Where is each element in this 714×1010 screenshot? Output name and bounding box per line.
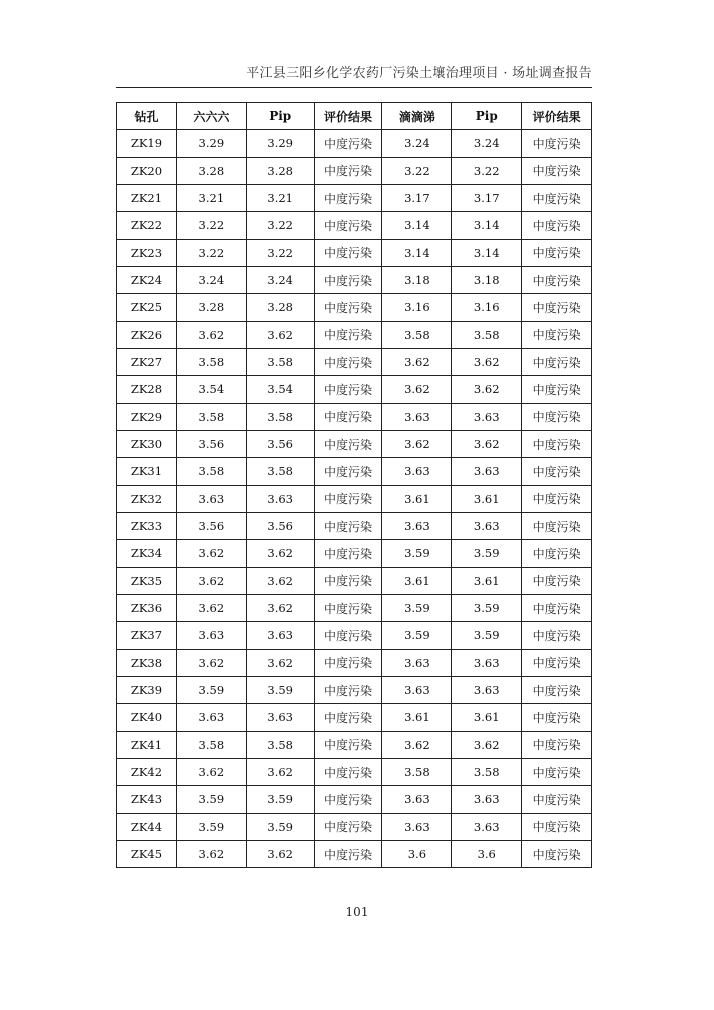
ddt-value: 3.63 — [382, 403, 452, 430]
borehole-id: ZK41 — [117, 731, 177, 758]
pip-ddt-value: 3.16 — [452, 294, 522, 321]
ddt-result: 中度污染 — [522, 758, 592, 785]
ddt-result: 中度污染 — [522, 403, 592, 430]
table-row — [117, 157, 592, 184]
ddt-result: 中度污染 — [522, 840, 592, 867]
ddt-value: 3.61 — [382, 485, 452, 512]
pip-ddt-value: 3.63 — [452, 458, 522, 485]
ddt-value: 3.59 — [382, 540, 452, 567]
hch-value: 3.59 — [176, 813, 246, 840]
pip-ddt-value: 3.61 — [452, 485, 522, 512]
pip-hch-value: 3.62 — [246, 649, 314, 676]
pip-ddt-value: 3.62 — [452, 348, 522, 375]
pip-hch-value: 3.63 — [246, 485, 314, 512]
ddt-result: 中度污染 — [522, 130, 592, 157]
ddt-result: 中度污染 — [522, 704, 592, 731]
borehole-id: ZK29 — [117, 403, 177, 430]
borehole-id: ZK25 — [117, 294, 177, 321]
ddt-value: 3.14 — [382, 212, 452, 239]
pip-ddt-value: 3.63 — [452, 649, 522, 676]
table-row — [117, 458, 592, 485]
borehole-id: ZK37 — [117, 622, 177, 649]
ddt-value: 3.14 — [382, 239, 452, 266]
borehole-id: ZK40 — [117, 704, 177, 731]
hch-result: 中度污染 — [314, 403, 382, 430]
pip-hch-value: 3.21 — [246, 184, 314, 211]
borehole-id: ZK35 — [117, 567, 177, 594]
hch-result: 中度污染 — [314, 758, 382, 785]
running-header: 平江县三阳乡化学农药厂污染土壤治理项目 · 场址调查报告 — [246, 66, 592, 81]
table-row — [117, 704, 592, 731]
ddt-result: 中度污染 — [522, 430, 592, 457]
hch-result: 中度污染 — [314, 130, 382, 157]
hch-result: 中度污染 — [314, 430, 382, 457]
borehole-id: ZK24 — [117, 266, 177, 293]
table-row — [117, 512, 592, 539]
pip-hch-value: 3.56 — [246, 430, 314, 457]
hch-result: 中度污染 — [314, 376, 382, 403]
hch-result: 中度污染 — [314, 813, 382, 840]
hch-result: 中度污染 — [314, 567, 382, 594]
ddt-value: 3.16 — [382, 294, 452, 321]
hch-value: 3.62 — [176, 567, 246, 594]
ddt-result: 中度污染 — [522, 567, 592, 594]
hch-result: 中度污染 — [314, 676, 382, 703]
ddt-value: 3.62 — [382, 376, 452, 403]
table-row — [117, 266, 592, 293]
hch-value: 3.28 — [176, 157, 246, 184]
borehole-id: ZK38 — [117, 649, 177, 676]
pip-hch-value: 3.62 — [246, 758, 314, 785]
ddt-value: 3.63 — [382, 813, 452, 840]
table-row — [117, 567, 592, 594]
ddt-result: 中度污染 — [522, 376, 592, 403]
pip-hch-value: 3.59 — [246, 813, 314, 840]
table-row — [117, 403, 592, 430]
hch-result: 中度污染 — [314, 157, 382, 184]
pip-hch-value: 3.62 — [246, 321, 314, 348]
pip-ddt-value: 3.59 — [452, 622, 522, 649]
table-row — [117, 622, 592, 649]
pip-ddt-value: 3.14 — [452, 212, 522, 239]
ddt-result: 中度污染 — [522, 649, 592, 676]
borehole-id: ZK20 — [117, 157, 177, 184]
ddt-value: 3.62 — [382, 430, 452, 457]
pip-ddt-value: 3.18 — [452, 266, 522, 293]
hch-result: 中度污染 — [314, 458, 382, 485]
pip-hch-value: 3.59 — [246, 676, 314, 703]
pip-ddt-value: 3.22 — [452, 157, 522, 184]
table-row — [117, 130, 592, 157]
pip-hch-value: 3.56 — [246, 512, 314, 539]
ddt-result: 中度污染 — [522, 512, 592, 539]
table-row — [117, 321, 592, 348]
col-header-borehole: 钻孔 — [117, 103, 177, 130]
table-row — [117, 840, 592, 867]
pip-hch-value: 3.62 — [246, 567, 314, 594]
borehole-id: ZK42 — [117, 758, 177, 785]
ddt-value: 3.61 — [382, 704, 452, 731]
borehole-id: ZK26 — [117, 321, 177, 348]
table-row — [117, 485, 592, 512]
hch-value: 3.58 — [176, 403, 246, 430]
pip-ddt-value: 3.63 — [452, 813, 522, 840]
pip-ddt-value: 3.63 — [452, 512, 522, 539]
hch-result: 中度污染 — [314, 184, 382, 211]
ddt-value: 3.58 — [382, 321, 452, 348]
ddt-result: 中度污染 — [522, 594, 592, 621]
borehole-id: ZK28 — [117, 376, 177, 403]
ddt-result: 中度污染 — [522, 294, 592, 321]
ddt-result: 中度污染 — [522, 348, 592, 375]
table-row — [117, 676, 592, 703]
table-row — [117, 348, 592, 375]
hch-result: 中度污染 — [314, 512, 382, 539]
ddt-value: 3.6 — [382, 840, 452, 867]
pip-ddt-value: 3.24 — [452, 130, 522, 157]
ddt-result: 中度污染 — [522, 266, 592, 293]
hch-value: 3.54 — [176, 376, 246, 403]
hch-value: 3.62 — [176, 840, 246, 867]
pip-hch-value: 3.58 — [246, 403, 314, 430]
pip-hch-value: 3.58 — [246, 731, 314, 758]
pip-hch-value: 3.63 — [246, 704, 314, 731]
hch-value: 3.62 — [176, 758, 246, 785]
table-body — [117, 130, 592, 868]
pip-hch-value: 3.62 — [246, 540, 314, 567]
table-row — [117, 649, 592, 676]
hch-value: 3.63 — [176, 485, 246, 512]
pip-ddt-value: 3.58 — [452, 321, 522, 348]
pip-hch-value: 3.28 — [246, 157, 314, 184]
col-header-result-hch: 评价结果 — [314, 103, 382, 130]
hch-result: 中度污染 — [314, 348, 382, 375]
page-number: 101 — [345, 905, 369, 919]
borehole-id: ZK23 — [117, 239, 177, 266]
hch-value: 3.22 — [176, 212, 246, 239]
hch-result: 中度污染 — [314, 485, 382, 512]
table-row — [117, 786, 592, 813]
borehole-id: ZK33 — [117, 512, 177, 539]
hch-value: 3.28 — [176, 294, 246, 321]
ddt-value: 3.63 — [382, 676, 452, 703]
pip-ddt-value: 3.62 — [452, 731, 522, 758]
ddt-result: 中度污染 — [522, 676, 592, 703]
hch-value: 3.22 — [176, 239, 246, 266]
header-divider — [116, 87, 592, 88]
hch-result: 中度污染 — [314, 622, 382, 649]
ddt-result: 中度污染 — [522, 540, 592, 567]
ddt-value: 3.63 — [382, 458, 452, 485]
pip-hch-value: 3.22 — [246, 239, 314, 266]
pip-ddt-value: 3.63 — [452, 786, 522, 813]
ddt-result: 中度污染 — [522, 157, 592, 184]
borehole-id: ZK22 — [117, 212, 177, 239]
pip-hch-value: 3.24 — [246, 266, 314, 293]
table-row — [117, 594, 592, 621]
table-row — [117, 813, 592, 840]
pip-ddt-value: 3.61 — [452, 704, 522, 731]
ddt-result: 中度污染 — [522, 731, 592, 758]
hch-value: 3.59 — [176, 676, 246, 703]
hch-value: 3.62 — [176, 594, 246, 621]
pip-ddt-value: 3.14 — [452, 239, 522, 266]
table-row — [117, 540, 592, 567]
hch-result: 中度污染 — [314, 786, 382, 813]
ddt-result: 中度污染 — [522, 184, 592, 211]
col-header-pip-hch: Pip — [246, 103, 314, 130]
borehole-id: ZK43 — [117, 786, 177, 813]
hch-value: 3.62 — [176, 649, 246, 676]
ddt-result: 中度污染 — [522, 212, 592, 239]
pip-ddt-value: 3.59 — [452, 594, 522, 621]
hch-result: 中度污染 — [314, 540, 382, 567]
hch-result: 中度污染 — [314, 212, 382, 239]
borehole-id: ZK32 — [117, 485, 177, 512]
hch-value: 3.58 — [176, 731, 246, 758]
pip-ddt-value: 3.61 — [452, 567, 522, 594]
hch-value: 3.63 — [176, 622, 246, 649]
ddt-result: 中度污染 — [522, 239, 592, 266]
table-row — [117, 239, 592, 266]
hch-value: 3.62 — [176, 540, 246, 567]
hch-result: 中度污染 — [314, 321, 382, 348]
borehole-id: ZK31 — [117, 458, 177, 485]
ddt-result: 中度污染 — [522, 622, 592, 649]
hch-value: 3.58 — [176, 348, 246, 375]
ddt-value: 3.63 — [382, 786, 452, 813]
pip-hch-value: 3.63 — [246, 622, 314, 649]
ddt-result: 中度污染 — [522, 485, 592, 512]
pip-hch-value: 3.28 — [246, 294, 314, 321]
borehole-id: ZK21 — [117, 184, 177, 211]
table-header-row — [117, 103, 592, 130]
hch-result: 中度污染 — [314, 840, 382, 867]
borehole-id: ZK34 — [117, 540, 177, 567]
borehole-id: ZK44 — [117, 813, 177, 840]
hch-value: 3.56 — [176, 512, 246, 539]
hch-result: 中度污染 — [314, 731, 382, 758]
hch-value: 3.63 — [176, 704, 246, 731]
pip-hch-value: 3.62 — [246, 594, 314, 621]
pip-hch-value: 3.58 — [246, 348, 314, 375]
borehole-id: ZK36 — [117, 594, 177, 621]
hch-value: 3.29 — [176, 130, 246, 157]
hch-value: 3.21 — [176, 184, 246, 211]
pip-ddt-value: 3.63 — [452, 403, 522, 430]
ddt-value: 3.17 — [382, 184, 452, 211]
borehole-id: ZK30 — [117, 430, 177, 457]
ddt-value: 3.59 — [382, 594, 452, 621]
col-header-hch: 六六六 — [176, 103, 246, 130]
table-row — [117, 212, 592, 239]
pip-hch-value: 3.22 — [246, 212, 314, 239]
ddt-value: 3.63 — [382, 512, 452, 539]
ddt-result: 中度污染 — [522, 786, 592, 813]
table-row — [117, 376, 592, 403]
table-row — [117, 731, 592, 758]
pip-ddt-value: 3.62 — [452, 376, 522, 403]
hch-value: 3.58 — [176, 458, 246, 485]
pip-ddt-value: 3.58 — [452, 758, 522, 785]
pip-ddt-value: 3.17 — [452, 184, 522, 211]
ddt-value: 3.22 — [382, 157, 452, 184]
ddt-value: 3.59 — [382, 622, 452, 649]
ddt-result: 中度污染 — [522, 813, 592, 840]
pip-hch-value: 3.54 — [246, 376, 314, 403]
hch-result: 中度污染 — [314, 239, 382, 266]
pip-hch-value: 3.59 — [246, 786, 314, 813]
pip-ddt-value: 3.59 — [452, 540, 522, 567]
ddt-value: 3.18 — [382, 266, 452, 293]
ddt-result: 中度污染 — [522, 458, 592, 485]
hch-result: 中度污染 — [314, 649, 382, 676]
borehole-id: ZK27 — [117, 348, 177, 375]
pip-ddt-value: 3.62 — [452, 430, 522, 457]
pollution-evaluation-table — [116, 102, 592, 868]
ddt-result: 中度污染 — [522, 321, 592, 348]
hch-value: 3.24 — [176, 266, 246, 293]
hch-result: 中度污染 — [314, 294, 382, 321]
hch-result: 中度污染 — [314, 704, 382, 731]
col-header-ddt: 滴滴涕 — [382, 103, 452, 130]
hch-value: 3.56 — [176, 430, 246, 457]
table-row — [117, 430, 592, 457]
pip-hch-value: 3.58 — [246, 458, 314, 485]
borehole-id: ZK45 — [117, 840, 177, 867]
col-header-pip-ddt: Pip — [452, 103, 522, 130]
pip-ddt-value: 3.6 — [452, 840, 522, 867]
pip-ddt-value: 3.63 — [452, 676, 522, 703]
table-row — [117, 184, 592, 211]
pip-hch-value: 3.29 — [246, 130, 314, 157]
borehole-id: ZK19 — [117, 130, 177, 157]
ddt-value: 3.62 — [382, 731, 452, 758]
hch-result: 中度污染 — [314, 266, 382, 293]
hch-value: 3.62 — [176, 321, 246, 348]
hch-value: 3.59 — [176, 786, 246, 813]
ddt-value: 3.62 — [382, 348, 452, 375]
ddt-value: 3.24 — [382, 130, 452, 157]
table-row — [117, 294, 592, 321]
ddt-value: 3.63 — [382, 649, 452, 676]
pip-hch-value: 3.62 — [246, 840, 314, 867]
col-header-result-ddt: 评价结果 — [522, 103, 592, 130]
borehole-id: ZK39 — [117, 676, 177, 703]
ddt-value: 3.58 — [382, 758, 452, 785]
hch-result: 中度污染 — [314, 594, 382, 621]
table-row — [117, 758, 592, 785]
ddt-value: 3.61 — [382, 567, 452, 594]
